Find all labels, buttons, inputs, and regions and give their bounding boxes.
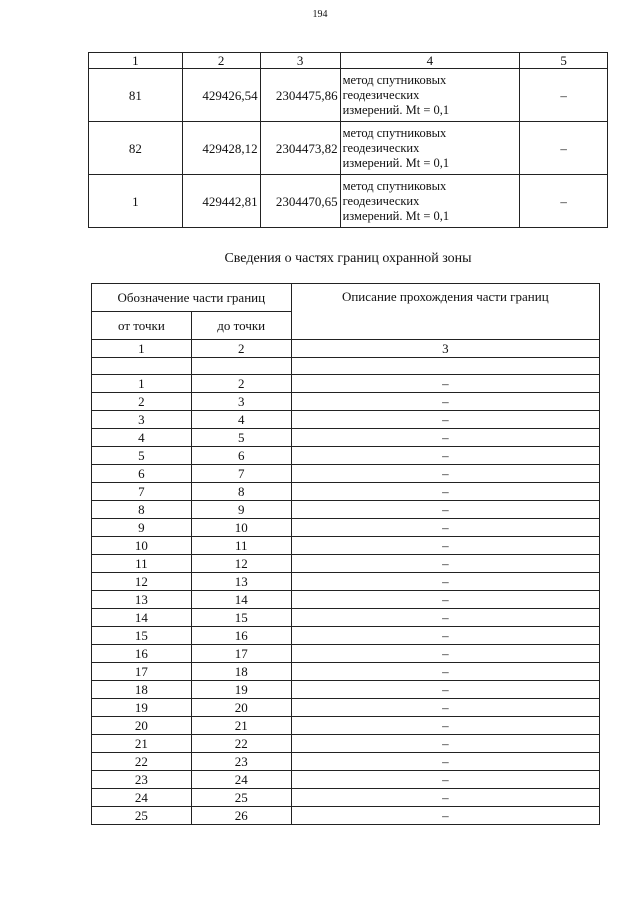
to-point: 18 [191, 663, 291, 681]
col-header: 2 [182, 53, 260, 69]
table-row [89, 69, 608, 122]
method-line: метод спутниковых [342, 125, 447, 140]
note-cell: – [520, 175, 608, 228]
description: – [291, 771, 599, 789]
section-title: Сведения о частях границ охранной зоны [224, 251, 472, 266]
description: – [291, 681, 599, 699]
from-point: 24 [92, 789, 192, 807]
from-point: 5 [92, 447, 192, 465]
description: – [291, 573, 599, 591]
from-point: 22 [92, 753, 192, 771]
table-row [89, 175, 608, 228]
table-row [92, 465, 600, 483]
to-point: 10 [191, 519, 291, 537]
from-point: 3 [92, 411, 192, 429]
to-point: 13 [191, 573, 291, 591]
table-row [92, 375, 600, 393]
table-row [92, 663, 600, 681]
description: – [291, 393, 599, 411]
coordinate-y: 2304475,86 [260, 69, 340, 122]
coordinate-x: 429428,12 [182, 122, 260, 175]
description: – [291, 789, 599, 807]
coordinates-header-row [89, 53, 608, 69]
table-row [89, 122, 608, 175]
to-point: 22 [191, 735, 291, 753]
to-point: 4 [191, 411, 291, 429]
method-line: геодезических [342, 140, 420, 155]
table-row [92, 753, 600, 771]
from-point: 7 [92, 483, 192, 501]
description: – [291, 447, 599, 465]
description: – [291, 591, 599, 609]
to-point: 5 [191, 429, 291, 447]
method-description [340, 175, 520, 228]
col-number: 1 [92, 340, 192, 358]
from-point: 19 [92, 699, 192, 717]
empty-cell [291, 358, 599, 375]
to-point: 21 [191, 717, 291, 735]
col-header: 4 [340, 53, 520, 69]
to-point: 17 [191, 645, 291, 663]
boundary-parts-table [91, 283, 600, 825]
to-point: 20 [191, 699, 291, 717]
col-number: 2 [191, 340, 291, 358]
method-line: измерений. Mt = 0,1 [342, 155, 450, 170]
table-row [92, 483, 600, 501]
table-row [92, 411, 600, 429]
description: – [291, 375, 599, 393]
table-row [92, 429, 600, 447]
description: – [291, 411, 599, 429]
coordinate-y: 2304470,65 [260, 175, 340, 228]
to-point: 25 [191, 789, 291, 807]
table-row [92, 537, 600, 555]
from-point: 1 [92, 375, 192, 393]
description: – [291, 483, 599, 501]
to-point: 2 [191, 375, 291, 393]
description: – [291, 645, 599, 663]
from-point: 15 [92, 627, 192, 645]
description: – [291, 735, 599, 753]
from-point: 18 [92, 681, 192, 699]
table-row [92, 591, 600, 609]
description: – [291, 753, 599, 771]
from-point: 10 [92, 537, 192, 555]
header-to-point: до точки [191, 312, 291, 340]
empty-cell [191, 358, 291, 375]
method-line: метод спутниковых [342, 72, 447, 87]
to-point: 26 [191, 807, 291, 825]
from-point: 23 [92, 771, 192, 789]
from-point: 8 [92, 501, 192, 519]
method-description [340, 69, 520, 122]
description: – [291, 519, 599, 537]
table-row [92, 699, 600, 717]
note-cell: – [520, 122, 608, 175]
from-point: 6 [92, 465, 192, 483]
table-row [92, 609, 600, 627]
col-header: 5 [520, 53, 608, 69]
parts-header-row [92, 284, 600, 312]
from-point: 16 [92, 645, 192, 663]
col-header: 1 [89, 53, 183, 69]
description: – [291, 627, 599, 645]
table-row [92, 393, 600, 411]
empty-cell [92, 358, 192, 375]
from-point: 17 [92, 663, 192, 681]
from-point: 12 [92, 573, 192, 591]
point-number: 81 [89, 69, 183, 122]
col-header: 3 [260, 53, 340, 69]
to-point: 24 [191, 771, 291, 789]
to-point: 7 [191, 465, 291, 483]
from-point: 25 [92, 807, 192, 825]
method-line: метод спутниковых [342, 178, 447, 193]
description: – [291, 555, 599, 573]
coordinate-x: 429442,81 [182, 175, 260, 228]
header-from-point: от точки [92, 312, 192, 340]
to-point: 6 [191, 447, 291, 465]
to-point: 23 [191, 753, 291, 771]
note-cell: – [520, 69, 608, 122]
header-group: Обозначение части границ [92, 284, 292, 312]
table-row [92, 771, 600, 789]
from-point: 4 [92, 429, 192, 447]
from-point: 20 [92, 717, 192, 735]
from-point: 11 [92, 555, 192, 573]
to-point: 3 [191, 393, 291, 411]
to-point: 14 [191, 591, 291, 609]
header-description: Описание прохождения части границ [291, 284, 599, 340]
description: – [291, 807, 599, 825]
table-row [92, 501, 600, 519]
method-line: измерений. Mt = 0,1 [342, 102, 450, 117]
point-number: 82 [89, 122, 183, 175]
to-point: 12 [191, 555, 291, 573]
from-point: 9 [92, 519, 192, 537]
method-line: измерений. Mt = 0,1 [342, 208, 450, 223]
to-point: 19 [191, 681, 291, 699]
description: – [291, 465, 599, 483]
point-number: 1 [89, 175, 183, 228]
description: – [291, 537, 599, 555]
description: – [291, 699, 599, 717]
table-row [92, 789, 600, 807]
empty-row [92, 358, 600, 375]
description: – [291, 501, 599, 519]
table-row [92, 645, 600, 663]
table-row [92, 519, 600, 537]
table-row [92, 555, 600, 573]
coordinate-y: 2304473,82 [260, 122, 340, 175]
description: – [291, 609, 599, 627]
description: – [291, 429, 599, 447]
coordinate-x: 429426,54 [182, 69, 260, 122]
page-number: 194 [312, 9, 328, 20]
table-row [92, 717, 600, 735]
table-row [92, 627, 600, 645]
col-number: 3 [291, 340, 599, 358]
to-point: 11 [191, 537, 291, 555]
to-point: 15 [191, 609, 291, 627]
from-point: 21 [92, 735, 192, 753]
method-description [340, 122, 520, 175]
method-line: геодезических [342, 87, 420, 102]
table-row [92, 735, 600, 753]
method-line: геодезических [342, 193, 420, 208]
description: – [291, 717, 599, 735]
to-point: 8 [191, 483, 291, 501]
table-row [92, 447, 600, 465]
table-row [92, 807, 600, 825]
coordinates-table [88, 52, 608, 228]
from-point: 14 [92, 609, 192, 627]
parts-column-number-row [92, 340, 600, 358]
table-row [92, 681, 600, 699]
from-point: 13 [92, 591, 192, 609]
table-row [92, 573, 600, 591]
to-point: 9 [191, 501, 291, 519]
to-point: 16 [191, 627, 291, 645]
from-point: 2 [92, 393, 192, 411]
description: – [291, 663, 599, 681]
